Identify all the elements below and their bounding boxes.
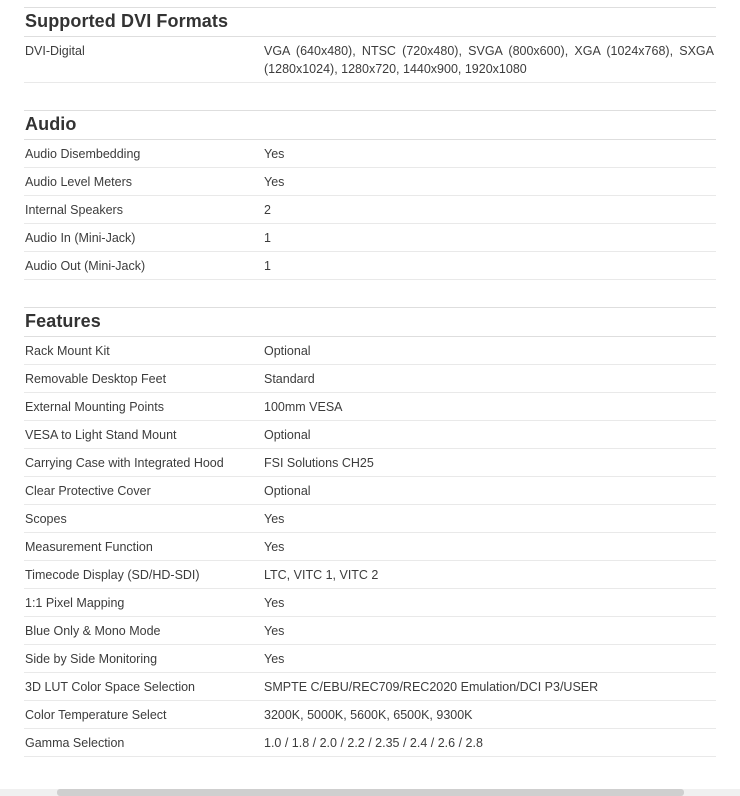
spec-row xyxy=(24,701,716,729)
spec-row xyxy=(24,196,716,224)
spec-label: DVI-Digital xyxy=(25,44,85,58)
spec-label: Rack Mount Kit xyxy=(25,344,110,358)
spec-row xyxy=(24,533,716,561)
spec-value: Yes xyxy=(264,147,285,161)
spec-label: Timecode Display (SD/HD-SDI) xyxy=(25,568,200,582)
spec-section xyxy=(24,7,716,83)
spec-value: 2 xyxy=(264,203,271,217)
spec-value: Yes xyxy=(264,540,285,554)
spec-row xyxy=(24,477,716,505)
spec-row xyxy=(24,365,716,393)
spec-label: Audio Level Meters xyxy=(25,175,133,189)
spec-row xyxy=(24,168,716,196)
spec-row xyxy=(24,729,716,757)
spec-section xyxy=(24,110,716,280)
spec-row xyxy=(24,140,716,168)
spec-label: Clear Protective Cover xyxy=(25,484,151,498)
spec-label: External Mounting Points xyxy=(25,400,164,414)
spec-value: Optional xyxy=(264,484,311,498)
spec-label: Audio Out (Mini-Jack) xyxy=(25,259,146,273)
spec-row xyxy=(24,337,716,365)
spec-value: Yes xyxy=(264,624,285,638)
spec-value: 1 xyxy=(264,231,271,245)
spec-row xyxy=(24,393,716,421)
spec-value: VGA (640x480), NTSC (720x480), SVGA (800x600), XGA (1024x768), SXGA (1280x1024), 1280x720, 1440x900, 1920x1080 xyxy=(264,44,714,76)
spec-row xyxy=(24,449,716,477)
spec-label: Color Temperature Select xyxy=(25,708,167,722)
section-title: Audio xyxy=(24,110,716,140)
spec-row xyxy=(24,645,716,673)
spec-value: Yes xyxy=(264,652,285,666)
spec-label: Carrying Case with Integrated Hood xyxy=(25,456,224,470)
spec-value: FSI Solutions CH25 xyxy=(264,456,374,470)
spec-row xyxy=(24,561,716,589)
spec-value: Optional xyxy=(264,344,311,358)
spec-section xyxy=(24,307,716,757)
spec-row xyxy=(24,421,716,449)
spec-label: VESA to Light Stand Mount xyxy=(25,428,177,442)
spec-sections-container xyxy=(24,7,716,757)
spec-label: Removable Desktop Feet xyxy=(25,372,167,386)
spec-label: Blue Only & Mono Mode xyxy=(25,624,161,638)
spec-row xyxy=(24,37,716,83)
spec-value: Yes xyxy=(264,175,285,189)
spec-label: Measurement Function xyxy=(25,540,153,554)
spec-value: Standard xyxy=(264,372,315,386)
spec-row xyxy=(24,589,716,617)
spec-value: 100mm VESA xyxy=(264,400,343,414)
spec-label: Gamma Selection xyxy=(25,736,125,750)
spec-label: Scopes xyxy=(25,512,67,526)
spec-value: Optional xyxy=(264,428,311,442)
spec-row xyxy=(24,505,716,533)
spec-label: Side by Side Monitoring xyxy=(25,652,158,666)
spec-row xyxy=(24,673,716,701)
spec-value: 1.0 / 1.8 / 2.0 / 2.2 / 2.35 / 2.4 / 2.6 / 2.8 xyxy=(264,736,483,750)
spec-label: Internal Speakers xyxy=(25,203,123,217)
spec-label: Audio Disembedding xyxy=(25,147,141,161)
spec-label: Audio In (Mini-Jack) xyxy=(25,231,136,245)
spec-value: 3200K, 5000K, 5600K, 6500K, 9300K xyxy=(264,708,473,722)
section-title: Features xyxy=(24,307,716,337)
spec-label: 3D LUT Color Space Selection xyxy=(25,680,195,694)
spec-row xyxy=(24,617,716,645)
spec-label: 1:1 Pixel Mapping xyxy=(25,596,125,610)
section-title: Supported DVI Formats xyxy=(24,7,716,37)
spec-value: LTC, VITC 1, VITC 2 xyxy=(264,568,379,582)
spec-value: Yes xyxy=(264,596,285,610)
horizontal-scrollbar-track[interactable] xyxy=(0,789,740,796)
spec-row xyxy=(24,224,716,252)
spec-value: SMPTE C/EBU/REC709/REC2020 Emulation/DCI P3/USER xyxy=(264,680,599,694)
horizontal-scrollbar-thumb[interactable] xyxy=(57,789,684,796)
spec-value: 1 xyxy=(264,259,271,273)
spec-value: Yes xyxy=(264,512,285,526)
spec-row xyxy=(24,252,716,280)
